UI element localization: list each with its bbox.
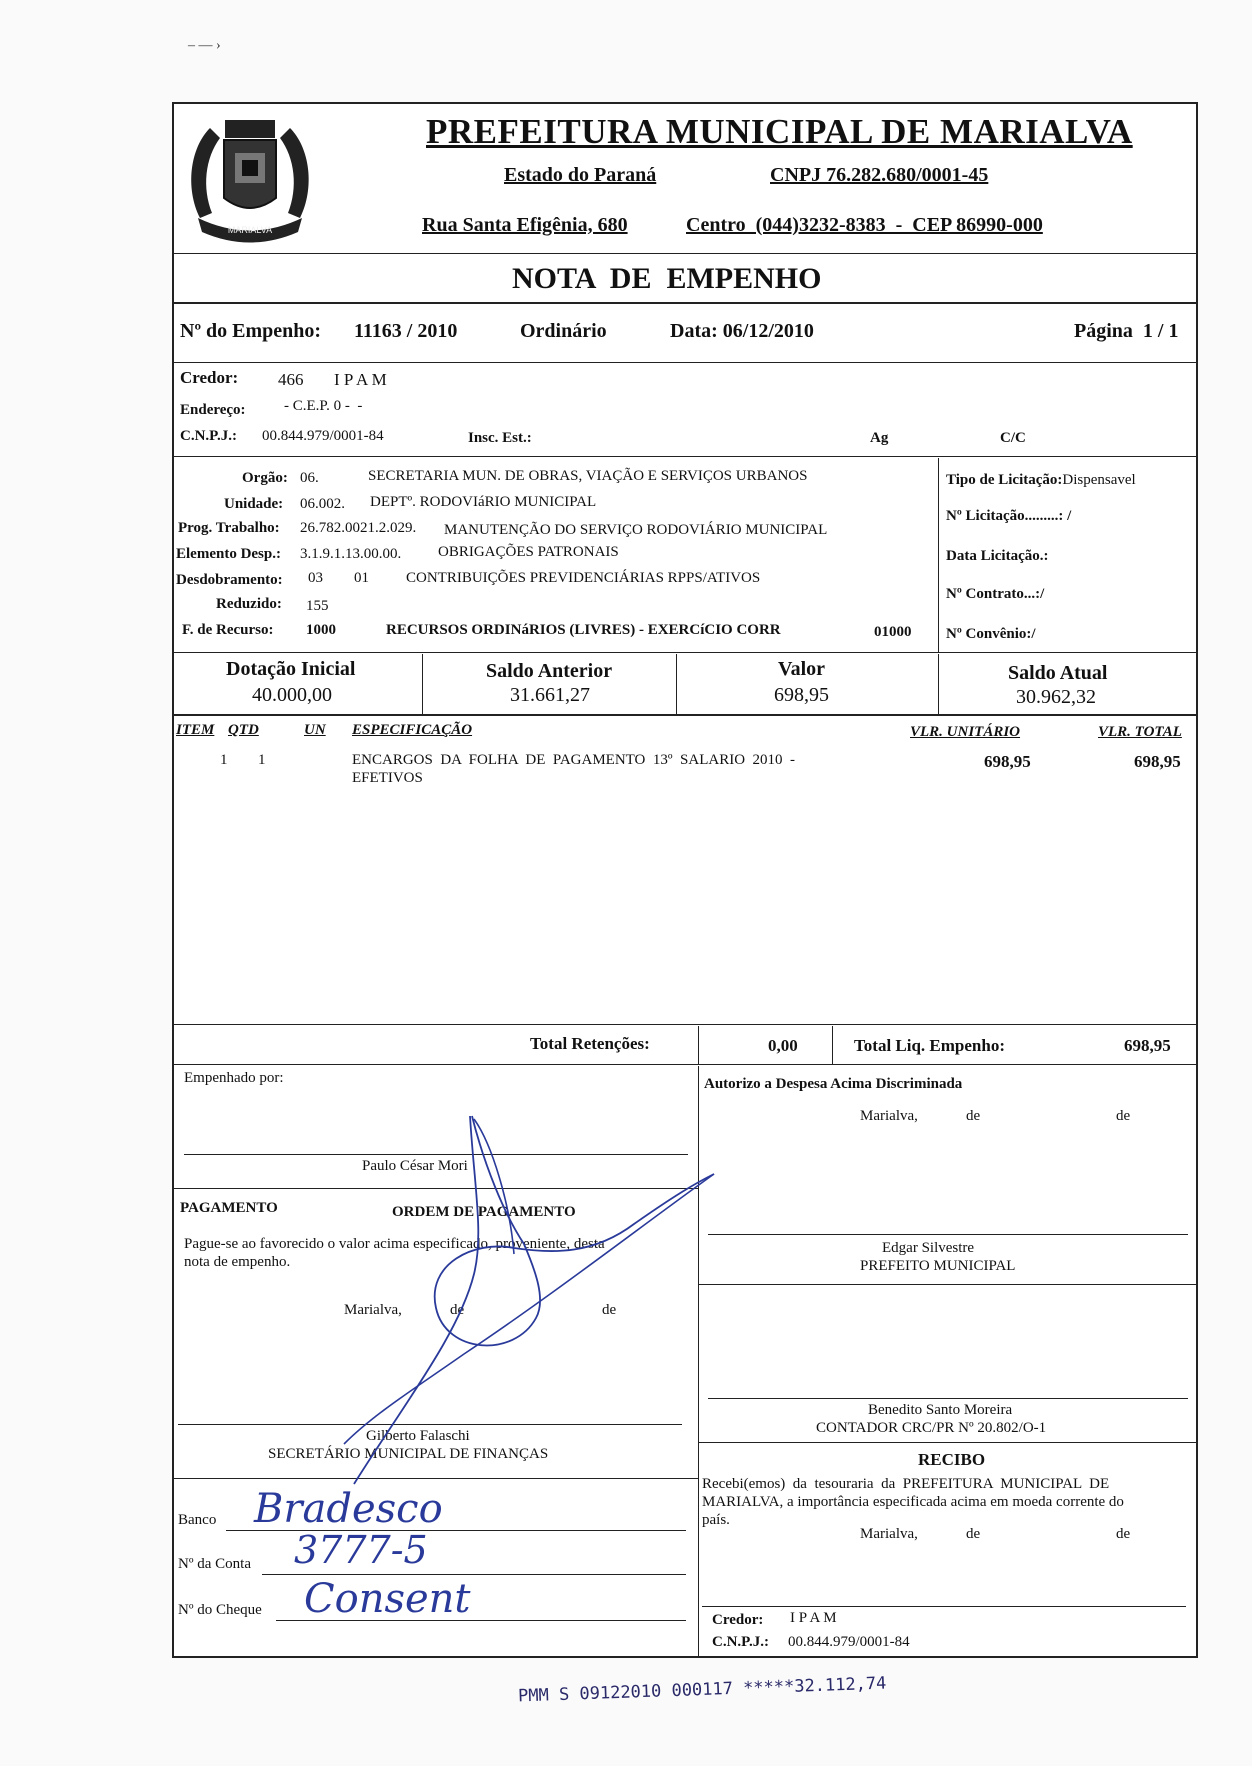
svg-text:MARIALVA: MARIALVA <box>227 225 273 235</box>
recibo-place: Marialva, <box>860 1526 918 1542</box>
pagamento-place: Marialva, <box>344 1302 402 1318</box>
recibo-de2: de <box>1116 1526 1131 1542</box>
orgao-label: Orgão: <box>242 470 288 486</box>
licitacao-data: Data Licitação.: <box>946 548 1049 564</box>
autorizo-de1: de <box>966 1108 981 1124</box>
conta-handwritten: 3777-5 <box>294 1528 428 1572</box>
credor-code: 466 <box>278 370 304 389</box>
header-contact: Centro (044)3232-8383 - CEP 86990-000 <box>686 214 1043 236</box>
cheque-handwritten: Consent <box>304 1576 471 1622</box>
reduzido-label: Reduzido: <box>216 596 282 612</box>
empenho-label: Nº do Empenho: <box>180 320 322 342</box>
autorizo-signer: Edgar Silvestre <box>882 1240 975 1256</box>
recibo-credor-label: Credor: <box>712 1612 764 1628</box>
elemento-code: 3.1.9.1.13.00.00. <box>300 546 402 562</box>
conta-label: Nº da Conta <box>178 1556 251 1572</box>
item-vlr-total: 698,95 <box>1134 752 1181 771</box>
pagamento-label: PAGAMENTO <box>180 1200 278 1216</box>
ag-label: Ag <box>870 430 889 446</box>
liq-label: Total Liq. Empenho: <box>854 1036 1005 1055</box>
contador-title: CONTADOR CRC/PR Nº 20.802/O-1 <box>816 1420 1047 1436</box>
orgao-code: 06. <box>300 470 319 486</box>
licitacao-contrato: Nº Contrato...:/ <box>946 586 1045 602</box>
banco-label: Banco <box>178 1512 217 1528</box>
pagamento-de1: de <box>450 1302 465 1318</box>
dotacao-value: 40.000,00 <box>252 684 332 706</box>
licitacao-convenio: Nº Convênio:/ <box>946 626 1036 642</box>
credor-name: I P A M <box>334 370 387 389</box>
contador-name: Benedito Santo Moreira <box>868 1402 1013 1418</box>
saldo-anterior-label: Saldo Anterior <box>486 660 613 682</box>
col-item: ITEM <box>176 722 215 738</box>
recurso-label: F. de Recurso: <box>182 622 274 638</box>
autorizo-place: Marialva, <box>860 1108 918 1124</box>
recurso-tail: 01000 <box>874 624 912 640</box>
item-espec-line2: EFETIVOS <box>352 770 423 786</box>
address-label: Endereço: <box>180 402 246 418</box>
elemento-label: Elemento Desp.: <box>176 546 281 562</box>
recibo-text-1: Recebi(emos) da tesouraria da PREFEITURA MUNICIPAL DE <box>702 1476 1110 1492</box>
state-name: Estado do Paraná <box>504 164 657 186</box>
saldo-atual-value: 30.962,32 <box>1016 686 1096 708</box>
nota-empenho-form <box>172 102 1198 1658</box>
empenho-number: 11163 / 2010 <box>354 320 458 342</box>
unidade-code: 06.002. <box>300 496 345 512</box>
desdob-code1: 03 <box>308 570 323 586</box>
item-espec-line1: ENCARGOS DA FOLHA DE PAGAMENTO 13º SALARIO 2010 - <box>352 752 796 768</box>
dotacao-label: Dotação Inicial <box>226 658 356 680</box>
doc-title: NOTA DE EMPENHO <box>512 262 822 295</box>
credor-label: Credor: <box>180 368 239 387</box>
saldo-anterior-value: 31.661,27 <box>510 684 590 706</box>
retencoes-label: Total Retenções: <box>530 1034 650 1053</box>
recibo-cnpj-label: C.N.P.J.: <box>712 1634 769 1650</box>
desdob-name: CONTRIBUIÇÕES PREVIDENCIÁRIAS RPPS/ATIVOS <box>406 570 761 586</box>
cc-label: C/C <box>1000 430 1026 446</box>
recibo-label: RECIBO <box>918 1450 986 1469</box>
col-especificacao: ESPECIFICAÇÃO <box>352 722 473 738</box>
licitacao-tipo-label: Tipo de Licitação: <box>946 472 1063 488</box>
recibo-de1: de <box>966 1526 981 1542</box>
unidade-name: DEPTº. RODOVIáRIO MUNICIPAL <box>370 494 597 510</box>
address-value: - C.E.P. 0 - - <box>284 398 363 414</box>
reduzido-code: 155 <box>306 598 329 614</box>
item-number: 1 <box>220 752 228 768</box>
licitacao-tipo-value: Dispensavel <box>1062 472 1136 488</box>
desdob-code2: 01 <box>354 570 369 586</box>
municipality-title: PREFEITURA MUNICIPAL DE MARIALVA <box>426 112 1133 151</box>
licitacao-numero: Nº Licitação.........: / <box>946 508 1072 524</box>
recibo-credor-value: I P A M <box>790 1610 837 1626</box>
header-street: Rua Santa Efigênia, 680 <box>422 214 628 236</box>
header-cnpj: CNPJ 76.282.680/0001-45 <box>770 164 989 186</box>
recibo-text-2: MARIALVA, a importância especificada acima em moeda corrente do <box>702 1494 1124 1510</box>
ordem-label: ORDEM DE PAGAMENTO <box>392 1204 576 1220</box>
pen-signature <box>174 104 1196 1656</box>
cheque-label: Nº do Cheque <box>178 1602 262 1618</box>
banco-handwritten: Bradesco <box>254 1486 443 1532</box>
autorizo-signer-title: PREFEITO MUNICIPAL <box>860 1258 1016 1274</box>
saldo-atual-label: Saldo Atual <box>1008 662 1108 684</box>
recurso-code: 1000 <box>306 622 336 638</box>
recibo-text-3: país. <box>702 1512 730 1528</box>
prog-label: Prog. Trabalho: <box>178 520 280 536</box>
page-number: Página 1 / 1 <box>1074 320 1179 342</box>
unidade-label: Unidade: <box>224 496 284 512</box>
pagamento-signer: Gilberto Falaschi <box>366 1428 470 1444</box>
empenho-type: Ordinário <box>520 320 607 342</box>
liq-value: 698,95 <box>1124 1036 1171 1055</box>
pagamento-text-2: nota de empenho. <box>184 1254 291 1270</box>
col-un: UN <box>304 722 326 738</box>
item-qtd: 1 <box>258 752 266 768</box>
cnpj-value: 00.844.979/0001-84 <box>262 428 384 444</box>
desdob-label: Desdobramento: <box>176 572 283 588</box>
valor-label: Valor <box>778 658 826 680</box>
pagamento-text-1: Pague-se ao favorecido o valor acima especificado, proveniente, desta <box>184 1236 605 1252</box>
insc-label: Insc. Est.: <box>468 430 532 446</box>
pagamento-de2: de <box>602 1302 617 1318</box>
autorizo-label: Autorizo a Despesa Acima Discriminada <box>704 1076 963 1092</box>
empenhado-label: Empenhado por: <box>184 1070 284 1086</box>
recurso-name: RECURSOS ORDINáRIOS (LIVRES) - EXERCíCIO CORR <box>386 622 781 638</box>
retencoes-value: 0,00 <box>768 1036 798 1055</box>
empenho-date: Data: 06/12/2010 <box>670 320 814 342</box>
col-vlr-total: VLR. TOTAL <box>1098 724 1182 740</box>
empenhado-signer: Paulo César Mori <box>362 1158 468 1174</box>
prog-code: 26.782.0021.2.029. <box>300 520 417 536</box>
orgao-name: SECRETARIA MUN. DE OBRAS, VIAÇÃO E SERVIÇOS URBANOS <box>368 468 808 484</box>
recibo-cnpj-value: 00.844.979/0001-84 <box>788 1634 910 1650</box>
item-vlr-unitario: 698,95 <box>984 752 1031 771</box>
cnpj-label: C.N.P.J.: <box>180 428 237 444</box>
elemento-name: OBRIGAÇÕES PATRONAIS <box>438 544 619 560</box>
pagamento-signer-title: SECRETÁRIO MUNICIPAL DE FINANÇAS <box>268 1446 549 1462</box>
footer-stamp: PMM S 09122010 000117 *****32.112,74 <box>517 1673 887 1707</box>
top-mark: – — › <box>188 38 221 53</box>
prog-name: MANUTENÇÃO DO SERVIÇO RODOVIÁRIO MUNICIPAL <box>444 522 828 538</box>
col-qtd: QTD <box>228 722 259 738</box>
col-vlr-unitario: VLR. UNITÁRIO <box>910 724 1021 740</box>
autorizo-de2: de <box>1116 1108 1131 1124</box>
valor-value: 698,95 <box>774 684 829 706</box>
